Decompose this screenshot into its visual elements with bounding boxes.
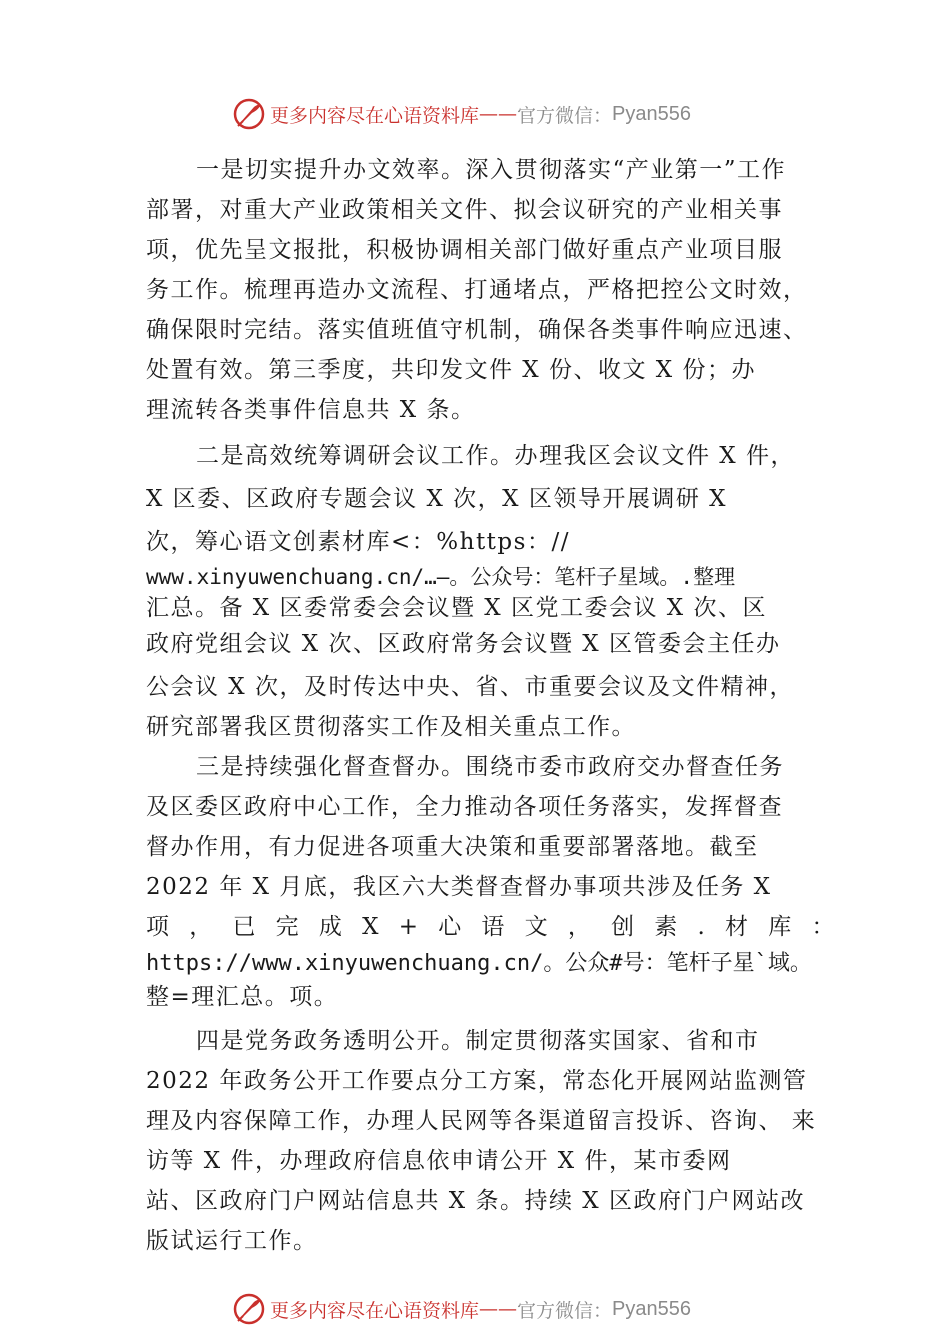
char: 素	[654, 914, 679, 940]
quill-pen-logo-icon	[232, 97, 266, 131]
paragraph-2	[146, 436, 826, 747]
banner-wechat-label: 官方微信：	[517, 1299, 613, 1322]
text-line: 整=理汇总。项。	[146, 984, 339, 1010]
text-line: 理流转各类事件信息共 X 条。	[146, 397, 476, 423]
char: 完	[275, 914, 301, 940]
text-line: 政府党组会议 X 次、区政府常务会议暨 X 区管委会主任办	[146, 631, 781, 657]
header-watermark-banner	[232, 97, 691, 131]
char: ：	[811, 914, 836, 940]
banner-site-text: 更多内容尽在心语资料库	[270, 1299, 480, 1322]
char: 库	[768, 914, 793, 940]
text-line: 版试运行工作。	[146, 1228, 318, 1254]
char: 文	[524, 914, 550, 940]
text-line: X 区委、区政府专题会议 X 次，X 区领导开展调研 X	[146, 486, 728, 512]
char: X	[362, 914, 380, 940]
text-line: 研究部署我区贯彻落实工作及相关重点工作。	[146, 714, 636, 740]
char: 创	[611, 914, 636, 940]
char: 语	[481, 914, 506, 940]
paragraph-3	[146, 747, 836, 1013]
footer-watermark-banner	[232, 1292, 691, 1326]
banner-site-text: 更多内容尽在心语资料库	[270, 104, 480, 127]
text-line: 访等 X 件，办理政府信息依申请公开 X 件，某市委网	[146, 1148, 732, 1174]
text-line: 2022 年 X 月底，我区六大类督查督办事项共涉及任务 X	[146, 874, 772, 900]
banner-wechat-id: Pyan556	[612, 102, 691, 125]
text-line: 公会议 X 次，及时传达中央、省、市重要会议及文件精神，	[146, 674, 794, 700]
char: 项	[146, 914, 171, 940]
text-line: 处置有效。第三季度，共印发文件 X 份、收文 X 份；办	[146, 357, 756, 383]
text-line: 站、区政府门户网站信息共 X 条。持续 X 区政府门户网站改	[146, 1188, 805, 1214]
text-line: 部署，对重大产业政策相关文件、拟会议研究的产业相关事	[146, 197, 783, 223]
char: 已	[232, 914, 257, 940]
char: 成	[318, 914, 344, 940]
text-line: 确保限时完结。落实值班值守机制，确保各类事件响应迅速、	[146, 317, 808, 343]
banner-wechat-label: 官方微信：	[517, 104, 613, 127]
char: 心	[438, 914, 463, 940]
text-line: 汇总。备 X 区委常委会会议暨 X 区党工委会议 X 次、区	[146, 595, 767, 621]
text-line-url: https://www.xinyuwenchuang.cn/。公众#号：笔杆子星`域。	[146, 951, 812, 976]
text-line-spread	[146, 907, 836, 947]
char: ，	[189, 914, 214, 940]
char: 材	[725, 914, 750, 940]
banner-dash: ——	[479, 1298, 518, 1320]
quill-pen-logo-icon	[232, 1292, 266, 1326]
text-line: 及区委区政府中心工作，全力推动各项任务落实，发挥督查	[146, 794, 783, 820]
char: +	[398, 914, 420, 940]
banner-wechat-id: Pyan556	[612, 1297, 691, 1320]
char: ，	[567, 914, 593, 940]
text-line: 务工作。梳理再造办文流程、打通堵点，严格把控公文时效，	[146, 277, 808, 303]
document-body	[146, 150, 836, 1261]
text-line: 三是持续强化督查督办。围绕市委市政府交办督查任务	[196, 754, 784, 780]
text-line-url: www.xinyuwenchuang.cn/…—。公众号：笔杆子星域。.整理	[146, 565, 736, 589]
text-line: 一是切实提升办文效率。深入贯彻落实“产业第一”工作	[196, 157, 787, 183]
char: .	[697, 914, 707, 940]
text-line: 二是高效统筹调研会议工作。办理我区会议文件 X 件，	[196, 443, 795, 469]
text-line: 项，优先呈文报批，积极协调相关部门做好重点产业项目服	[146, 237, 783, 263]
text-line: 2022 年政务公开工作要点分工方案，常态化开展网站监测管	[146, 1068, 808, 1094]
text-line: 四是党务政务透明公开。制定贯彻落实国家、省和市	[196, 1028, 760, 1054]
text-line: 次，筹心语文创素材库<：%https：//	[146, 529, 570, 555]
text-line: 理及内容保障工作，办理人民网等各渠道留言投诉、咨询、 来	[146, 1108, 817, 1134]
paragraph-1	[146, 150, 826, 430]
banner-dash: ——	[479, 103, 518, 125]
paragraph-4	[146, 1021, 826, 1261]
text-line: 督办作用，有力促进各项重大决策和重要部署落地。截至	[146, 834, 759, 860]
